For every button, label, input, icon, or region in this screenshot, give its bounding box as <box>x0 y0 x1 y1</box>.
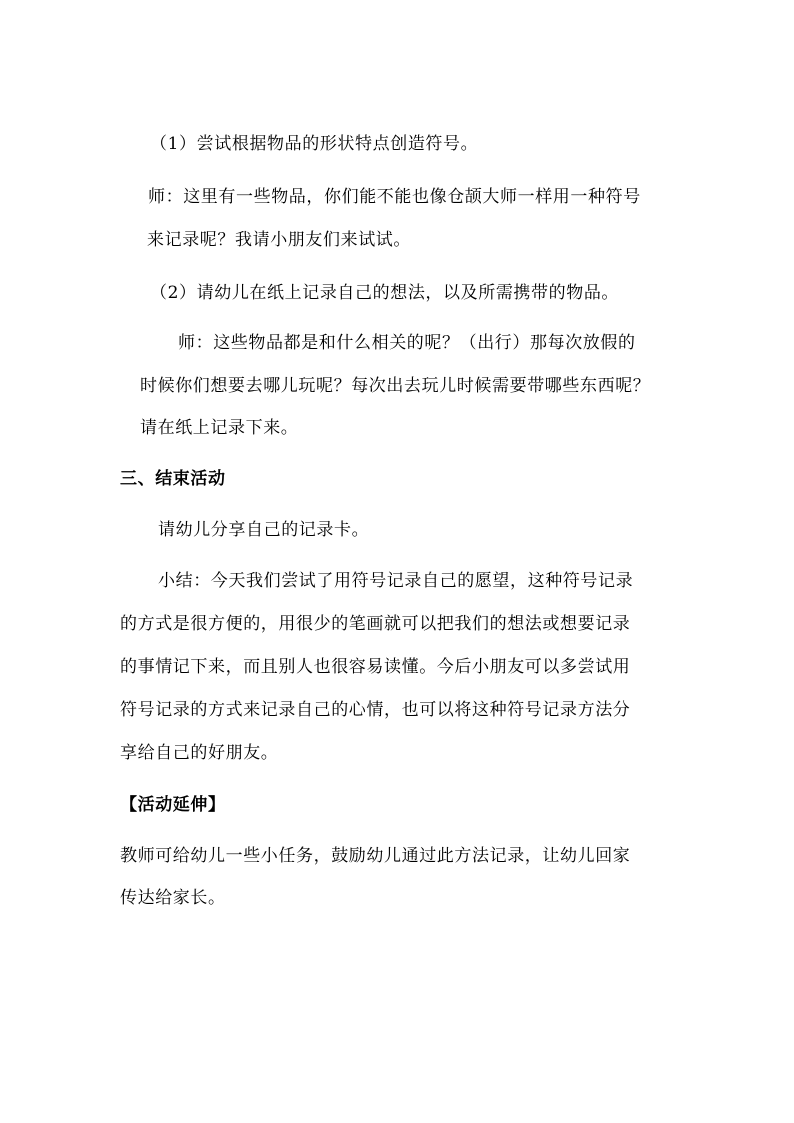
extension-line-1: 教师可给幼儿一些小任务，鼓励幼儿通过此方法记录，让幼儿回家 <box>120 846 631 866</box>
summary-line-2: 的方式是很方便的，用很少的笔画就可以把我们的想法或想要记录 <box>120 614 631 634</box>
summary-line-5: 享给自己的好朋友。 <box>120 743 279 763</box>
summary-line-3: 的事情记下来，而且别人也很容易读懂。今后小朋友可以多尝试用 <box>120 657 631 677</box>
summary-line-1: 小结：今天我们尝试了用符号记录自己的愿望，这种符号记录 <box>158 571 634 591</box>
teacher-dialogue-2-line-3: 请在纸上记录下来。 <box>140 418 299 438</box>
teacher-dialogue-2-line-2: 时候你们想要去哪儿玩呢？每次出去玩儿时候需要带哪些东西呢？ <box>140 376 651 396</box>
extension-line-2: 传达给家长。 <box>120 888 226 908</box>
step-1-title: （1）尝试根据物品的形状特点创造符号。 <box>150 134 479 154</box>
teacher-dialogue-2-line-1: 师：这些物品都是和什么相关的呢？（出行）那每次放假的 <box>178 333 636 353</box>
section-3-heading: 三、结束活动 <box>120 469 226 489</box>
extension-heading: 【活动延伸】 <box>120 795 226 815</box>
share-instruction: 请幼儿分享自己的记录卡。 <box>158 520 370 540</box>
step-2-title: （2）请幼儿在纸上记录自己的想法，以及所需携带的物品。 <box>150 283 620 303</box>
teacher-dialogue-1-line-1: 师：这里有一些物品，你们能不能也像仓颉大师一样用一种符号 <box>148 187 641 207</box>
summary-line-4: 符号记录的方式来记录自己的心情，也可以将这种符号记录方法分 <box>120 700 631 720</box>
teacher-dialogue-1-line-2: 来记录呢？我请小朋友们来试试。 <box>147 230 411 250</box>
